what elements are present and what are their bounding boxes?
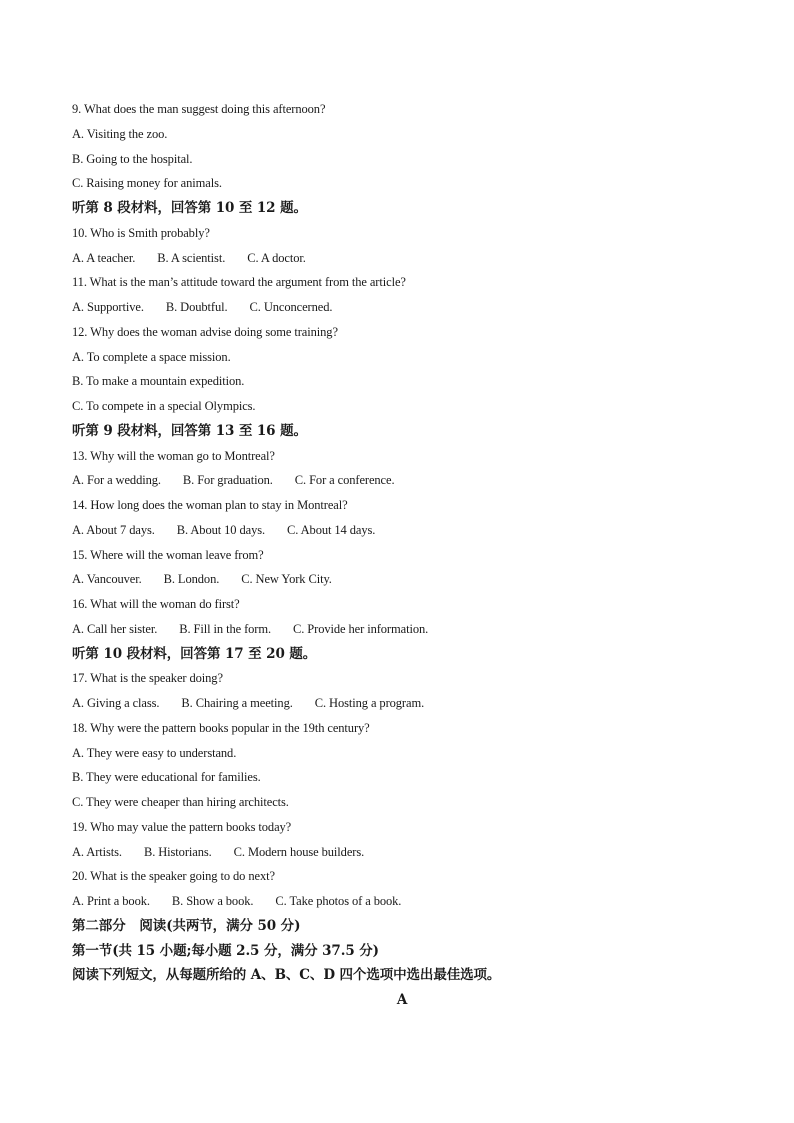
text-line: 20. What is the speaker going to do next?: [72, 869, 275, 884]
text-line: 12. Why does the woman advise doing some training?: [72, 324, 338, 339]
answer-option: C. Take photos of a book.: [275, 894, 402, 908]
answer-option: A. About 7 days.: [72, 522, 155, 537]
option-row: [72, 468, 732, 493]
answer-option: C. New York City.: [241, 572, 332, 587]
option-row: [72, 246, 732, 271]
answer-option: A. Call her sister.: [72, 621, 158, 636]
section-heading: 听第 8 段材料，回答第 10 至 12 题。: [72, 200, 307, 216]
text-line: C. They were cheaper than hiring architects.: [72, 795, 289, 809]
section-heading: 阅读下列短文，从每题所给的 A、B、C、D 四个选项中选出最佳选项。: [72, 967, 501, 984]
answer-option: A. Artists.: [72, 844, 122, 859]
text-line: 11. What is the man’s attitude toward the argument from the article?: [72, 275, 406, 290]
section-heading: 第一节(共 15 小题;每小题 2.5 分，满分 37.5 分): [72, 942, 379, 959]
text-line: 16. What will the woman do first?: [72, 597, 240, 611]
answer-option: C. About 14 days.: [287, 522, 376, 537]
answer-option: C. A doctor.: [247, 250, 306, 265]
answer-option: C. For a conference.: [294, 473, 395, 488]
option-row: [72, 617, 732, 642]
option-row: [72, 840, 732, 865]
answer-option: B. For graduation.: [182, 473, 273, 488]
option-row: [72, 518, 732, 543]
answer-option: B. London.: [163, 572, 220, 587]
section-heading: 听第 9 段材料，回答第 13 至 16 题。: [72, 422, 307, 439]
text-line: A. Visiting the zoo.: [72, 126, 168, 141]
answer-option: B. A scientist.: [157, 250, 226, 265]
text-line: A. To complete a space mission.: [72, 349, 231, 364]
answer-option: B. Doubtful.: [165, 300, 228, 314]
text-line: C. To compete in a special Olympics.: [72, 399, 256, 413]
answer-option: A. Supportive.: [72, 300, 144, 314]
text-line: 10. Who is Smith probably?: [72, 225, 210, 240]
answer-option: B. Show a book.: [171, 894, 254, 908]
option-row: [72, 691, 732, 716]
section-heading: 听第 10 段材料，回答第 17 至 20 题。: [72, 645, 317, 662]
text-line: C. Raising money for animals.: [72, 176, 222, 191]
text-line: 15. Where will the woman leave from?: [72, 547, 264, 562]
answer-option: C. Modern house builders.: [233, 844, 365, 859]
text-line: B. They were educational for families.: [72, 770, 261, 785]
answer-option: A. Giving a class.: [72, 696, 160, 710]
answer-option: C. Provide her information.: [293, 621, 429, 636]
text-line: 13. Why will the woman go to Montreal?: [72, 448, 275, 463]
option-row: [72, 295, 732, 320]
text-line: 18. Why were the pattern books popular in the 19th century?: [72, 720, 370, 735]
option-row: [72, 889, 732, 914]
answer-option: C. Unconcerned.: [249, 300, 333, 314]
answer-option: A. Print a book.: [72, 894, 150, 908]
text-line: B. To make a mountain expedition.: [72, 374, 245, 389]
answer-option: A. A teacher.: [72, 250, 136, 265]
page-content: [72, 97, 732, 1013]
answer-option: B. Fill in the form.: [179, 621, 272, 636]
text-line: 14. How long does the woman plan to stay in Montreal?: [72, 498, 348, 512]
text-line: A. They were easy to understand.: [72, 745, 237, 760]
text-line: 9. What does the man suggest doing this afternoon?: [72, 102, 326, 116]
text-line: 17. What is the speaker doing?: [72, 671, 223, 686]
section-heading: 第二部分 阅读(共两节，满分 50 分): [72, 917, 301, 934]
answer-option: B. Historians.: [143, 844, 212, 859]
answer-option: C. Hosting a program.: [314, 696, 425, 710]
answer-option: A. For a wedding.: [72, 473, 161, 488]
text-line: B. Going to the hospital.: [72, 151, 193, 166]
passage-label: A: [396, 992, 408, 1008]
text-line: 19. Who may value the pattern books today?: [72, 819, 292, 834]
answer-option: B. Chairing a meeting.: [181, 696, 293, 710]
answer-option: A. Vancouver.: [72, 572, 142, 587]
answer-option: B. About 10 days.: [176, 522, 266, 537]
option-row: [72, 567, 732, 592]
